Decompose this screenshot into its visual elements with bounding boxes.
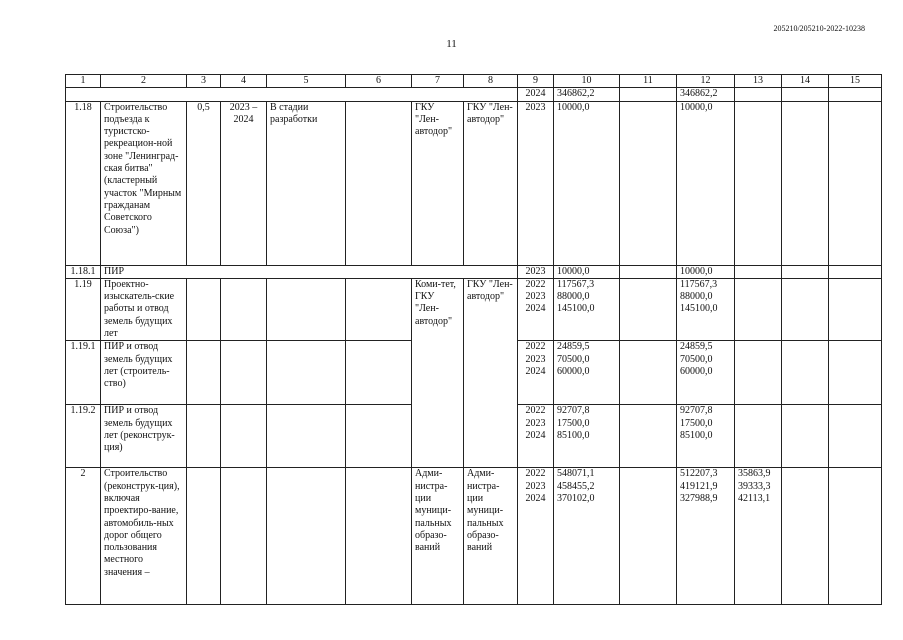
table-cell: В стадии разработки: [267, 101, 346, 265]
table-cell: [464, 341, 518, 405]
value: 512207,3: [680, 468, 718, 480]
year: 2022: [525, 405, 546, 417]
table-cell: [782, 278, 829, 340]
table-cell: [187, 278, 221, 340]
table-cell: [221, 278, 267, 340]
year: 2024: [525, 492, 546, 504]
table-cell: [735, 101, 782, 265]
table-cell: 10000,0: [554, 265, 620, 278]
table-row: [66, 341, 882, 405]
table-cell: Адми-нистра-ции муници-пальных образо-ваний: [464, 468, 518, 605]
table-cell: [829, 265, 882, 278]
value: 92707,8: [557, 405, 590, 417]
table-cell: 0,5: [187, 101, 221, 265]
table-cell: [346, 468, 412, 605]
value: 85100,0: [557, 429, 590, 441]
table-cell: [620, 278, 677, 340]
table-cell: [221, 468, 267, 605]
value: 88000,0: [680, 291, 713, 303]
table-row: [66, 88, 882, 101]
value: 145100,0: [557, 303, 595, 315]
table-cell: [554, 341, 620, 405]
table-cell: [187, 341, 221, 405]
value: 88000,0: [557, 291, 590, 303]
table-cell: [829, 341, 882, 405]
table-cell: [66, 88, 518, 101]
table-cell: [735, 468, 782, 605]
year: 2022: [525, 468, 546, 480]
col-header: 11: [620, 75, 677, 88]
value: 458455,2: [557, 480, 595, 492]
row-name: ПИР и отвод земель будущих лет (реконструк-ция): [101, 405, 187, 468]
col-header: 6: [346, 75, 412, 88]
col-header: 3: [187, 75, 221, 88]
table-cell: 10000,0: [677, 101, 735, 265]
table-cell: ГКУ "Лен-автодор": [464, 278, 518, 340]
row-number: 1.18: [66, 101, 101, 265]
table-cell: [464, 405, 518, 468]
value: 17500,0: [680, 417, 713, 429]
table-cell: [267, 405, 346, 468]
row-name: Проектно-изыскатель-ские работы и отвод земель будущих лет: [101, 278, 187, 340]
col-header: 8: [464, 75, 518, 88]
table-row: [66, 468, 882, 605]
table-cell: [554, 468, 620, 605]
value: 35863,9: [738, 468, 771, 480]
table-cell: [782, 101, 829, 265]
value: 39333,3: [738, 480, 771, 492]
value: 60000,0: [557, 365, 590, 377]
table-cell: [829, 88, 882, 101]
table-cell: 2024: [518, 88, 554, 101]
table-cell: [412, 405, 464, 468]
value: 85100,0: [680, 429, 713, 441]
table-cell: [782, 341, 829, 405]
table-cell: [554, 405, 620, 468]
table-cell: [620, 341, 677, 405]
year: 2023: [525, 291, 546, 303]
table-cell: [735, 405, 782, 468]
table-cell: [518, 405, 554, 468]
col-header: 10: [554, 75, 620, 88]
table-cell: [829, 468, 882, 605]
table-cell: [620, 88, 677, 101]
table-cell: [677, 405, 735, 468]
col-header: 5: [267, 75, 346, 88]
value: 327988,9: [680, 492, 718, 504]
table-cell: [518, 278, 554, 340]
document-id: 205210/205210-2022-10238: [773, 24, 865, 33]
table-cell: 2023 – 2024: [221, 101, 267, 265]
table-cell: [829, 278, 882, 340]
value: 70500,0: [680, 353, 713, 365]
table-cell: [518, 341, 554, 405]
col-header: 15: [829, 75, 882, 88]
year: 2023: [525, 417, 546, 429]
table-cell: [782, 405, 829, 468]
table-cell: [518, 468, 554, 605]
table-cell: ГКУ "Лен-автодор": [464, 101, 518, 265]
table-row: [66, 265, 882, 278]
table-cell: [187, 468, 221, 605]
table-row: [66, 101, 882, 265]
table-cell: [554, 278, 620, 340]
table-cell: [412, 341, 464, 405]
row-number: 1.19.1: [66, 341, 101, 405]
table-cell: [187, 405, 221, 468]
table-cell: [346, 278, 412, 340]
value: 548071,1: [557, 468, 595, 480]
value: 60000,0: [680, 365, 713, 377]
table-cell: [735, 341, 782, 405]
table-cell: 346862,2: [677, 88, 735, 101]
value: 70500,0: [557, 353, 590, 365]
table-cell: [782, 88, 829, 101]
table-cell: [346, 101, 412, 265]
row-number: 2: [66, 468, 101, 605]
value: 92707,8: [680, 405, 713, 417]
table-row: [66, 278, 882, 340]
table-cell: [221, 341, 267, 405]
table-cell: 10000,0: [554, 101, 620, 265]
year: 2024: [525, 303, 546, 315]
row-name: Строительство (реконструк-ция), включая проектиро-вание, автомобиль-ных дорог общего пользования местного значения –: [101, 468, 187, 605]
table-cell: [735, 278, 782, 340]
col-header: 4: [221, 75, 267, 88]
table-cell: [620, 405, 677, 468]
table-cell: ГКУ "Лен-автодор": [412, 101, 464, 265]
table-cell: Коми-тет, ГКУ "Лен-автодор": [412, 278, 464, 340]
value: 24859,5: [557, 341, 590, 353]
table-cell: 2023: [518, 101, 554, 265]
table-cell: [829, 405, 882, 468]
row-name: ПИР: [101, 265, 518, 278]
table-cell: [267, 468, 346, 605]
col-header: 12: [677, 75, 735, 88]
table-cell: 2023: [518, 265, 554, 278]
table-row: [66, 405, 882, 468]
page-number: 11: [446, 38, 457, 50]
table-cell: [782, 468, 829, 605]
row-number: 1.19.2: [66, 405, 101, 468]
row-name: Строительство подъезда к туристско-рекреацион-ной зоне "Ленинград-ская битва" (кластерный участок "Мирным гражданам Советского Союза"): [101, 101, 187, 265]
year: 2022: [525, 341, 546, 353]
value: 42113,1: [738, 492, 771, 504]
table-cell: [620, 468, 677, 605]
table-cell: [829, 101, 882, 265]
value: 24859,5: [680, 341, 713, 353]
col-header: 14: [782, 75, 829, 88]
year: 2023: [525, 353, 546, 365]
col-header: 1: [66, 75, 101, 88]
row-number: 1.19: [66, 278, 101, 340]
year: 2024: [525, 429, 546, 441]
row-number: 1.18.1: [66, 265, 101, 278]
value: 370102,0: [557, 492, 595, 504]
table-cell: [620, 101, 677, 265]
table-cell: 346862,2: [554, 88, 620, 101]
table-cell: [677, 468, 735, 605]
value: 145100,0: [680, 303, 718, 315]
table-cell: [735, 265, 782, 278]
table-cell: [677, 278, 735, 340]
table-cell: [782, 265, 829, 278]
col-header: 9: [518, 75, 554, 88]
table-cell: [267, 278, 346, 340]
value: 117567,3: [680, 278, 718, 290]
budget-table: [65, 74, 882, 605]
year: 2022: [525, 278, 546, 290]
year: 2024: [525, 365, 546, 377]
table-cell: Адми-нистра-ции муници-пальных образо-ваний: [412, 468, 464, 605]
value: 117567,3: [557, 278, 595, 290]
col-header: 7: [412, 75, 464, 88]
table-cell: [346, 405, 412, 468]
table-cell: [346, 341, 412, 405]
col-header: 13: [735, 75, 782, 88]
table-cell: [735, 88, 782, 101]
header-row: [66, 75, 882, 88]
col-header: 2: [101, 75, 187, 88]
row-name: ПИР и отвод земель будущих лет (строитель-ство): [101, 341, 187, 405]
table-cell: [221, 405, 267, 468]
year: 2023: [525, 480, 546, 492]
table-cell: [677, 341, 735, 405]
table-cell: [620, 265, 677, 278]
value: 419121,9: [680, 480, 718, 492]
value: 17500,0: [557, 417, 590, 429]
table-cell: 10000,0: [677, 265, 735, 278]
table-cell: [267, 341, 346, 405]
